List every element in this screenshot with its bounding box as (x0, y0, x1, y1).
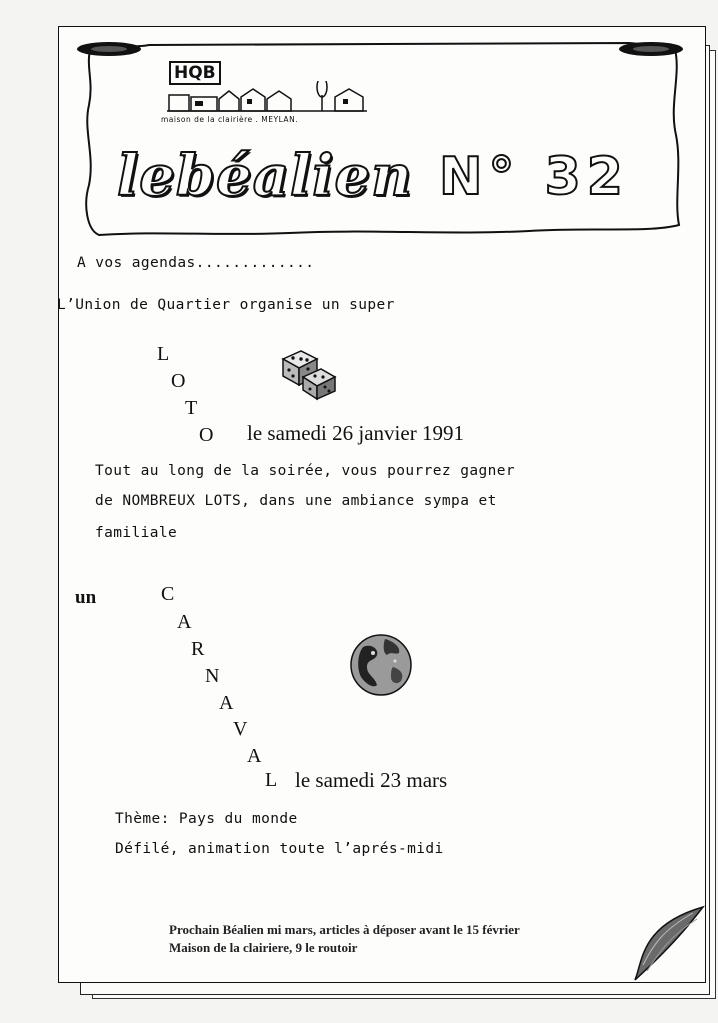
issue-number: N° 32 (439, 147, 629, 207)
footer-line-2: Maison de la clairiere, 9 le routoir (169, 940, 358, 955)
carnaval-letter: A (177, 611, 192, 633)
carnaval-letter: N (205, 665, 220, 687)
loto-description-line: de NOMBREUX LOTS, dans une ambiance sympa et (95, 493, 497, 509)
carnaval-letter: A (219, 692, 234, 714)
logo (161, 57, 367, 127)
scroll-banner-icon (69, 35, 694, 245)
loto-letter: O (171, 370, 186, 392)
loto-letter: T (185, 397, 198, 419)
loto-letter: L (157, 343, 170, 365)
carnaval-letter: R (191, 638, 205, 660)
logo-caption: maison de la clairière . MEYLAN. (161, 115, 299, 124)
carnaval-activity: Défilé, animation toute l’aprés-midi (115, 841, 444, 857)
agenda-heading: A vos agendas............. (77, 255, 315, 271)
intro-text: L’Union de Quartier organise un super (57, 297, 395, 313)
carnaval-letter: C (161, 583, 175, 605)
carnaval-letter: L (265, 769, 278, 791)
carnaval-date: le samedi 23 mars (295, 768, 448, 792)
loto-letter: O (199, 424, 214, 446)
loto-description-line: Tout au long de la soirée, vous pourrez gagner (95, 463, 515, 479)
logo-text: HQB (169, 61, 221, 85)
carnaval-theme: Thème: Pays du monde (115, 811, 298, 827)
dice-icon (277, 343, 337, 401)
carnaval-letter: V (233, 718, 248, 740)
loto-date: le samedi 26 janvier 1991 (247, 421, 464, 445)
carnaval-letter: A (247, 745, 262, 767)
page-curl-icon (633, 905, 705, 982)
carnaval-prefix: un (75, 587, 97, 608)
newsletter-page (58, 26, 706, 983)
newsletter-title: lebéalien (117, 143, 413, 209)
houses-icon (167, 81, 367, 115)
loto-description-line: familiale (95, 525, 178, 541)
footer-line-1: Prochain Béalien mi mars, articles à déposer avant le 15 février (169, 922, 520, 937)
globe-icon (349, 633, 413, 697)
